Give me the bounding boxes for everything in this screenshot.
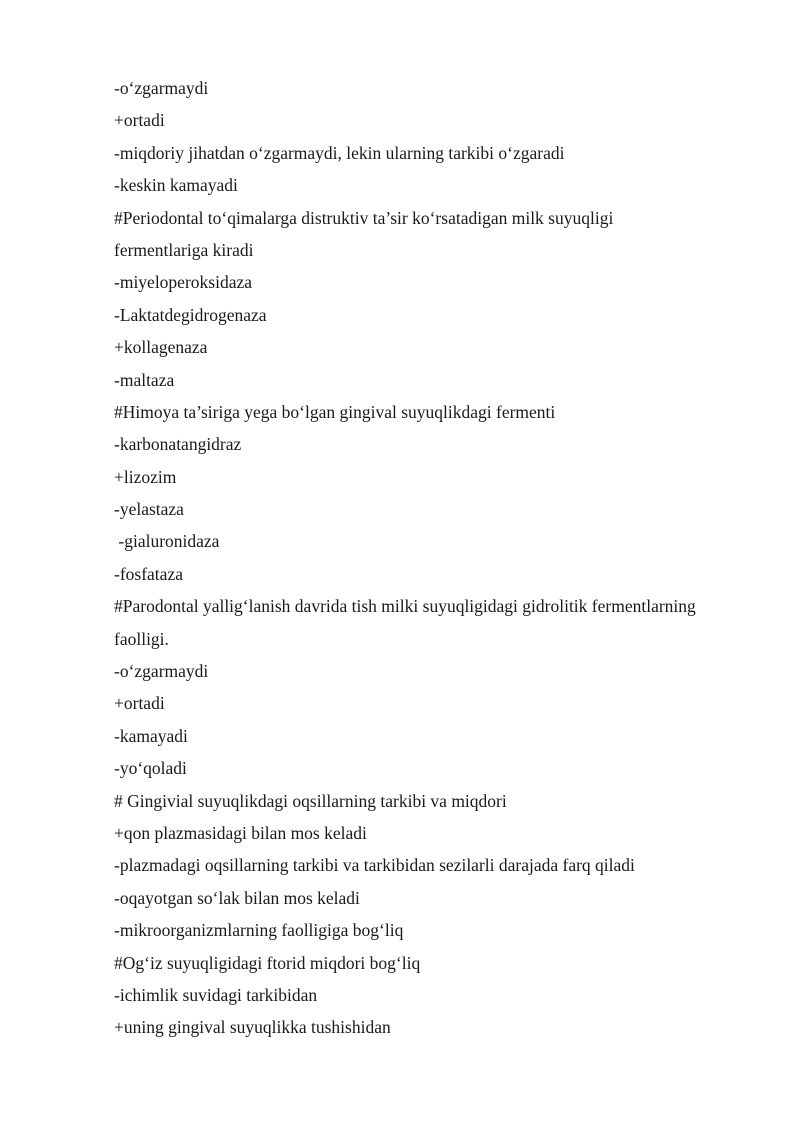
text-line: -o‘zgarmaydi (114, 661, 209, 682)
text-line: -kamayadi (114, 725, 188, 746)
text-line: -gialuronidaza (114, 531, 220, 552)
text-line: -ichimlik suvidagi tarkibidan (114, 984, 318, 1005)
text-line: faolligi. (114, 628, 169, 649)
text-line: -miqdoriy jihatdan o‘zgarmaydi, lekin ularning tarkibi o‘zgaradi (114, 142, 565, 163)
text-line: +kollagenaza (114, 337, 208, 358)
text-line: -o‘zgarmaydi (114, 78, 209, 98)
text-line: -oqayotgan so‘lak bilan mos keladi (114, 887, 360, 908)
text-line: #Parodontal yallig‘lanish davrida tish milki suyuqligidagi gidrolitik fermentlarning (114, 596, 696, 617)
document-text (114, 72, 754, 1044)
text-line: +qon plazmasidagi bilan mos keladi (114, 822, 367, 843)
text-line: -karbonatangidraz (114, 434, 242, 455)
text-line: -fosfataza (114, 563, 183, 584)
text-line: +ortadi (114, 693, 165, 714)
text-line: #Periodontal to‘qimalarga distruktiv ta’sir ko‘rsatadigan milk suyuqligi (114, 207, 614, 228)
text-line: +lizozim (114, 466, 177, 487)
text-line: # Gingivial suyuqlikdagi oqsillarning tarkibi va miqdori (114, 790, 507, 811)
text-line: -yelastaza (114, 499, 184, 520)
text-line: -Laktatdegidrogenaza (114, 304, 267, 325)
text-line: -keskin kamayadi (114, 175, 238, 196)
text-line: -maltaza (114, 369, 175, 390)
text-line: #Himoya ta’siriga yega bo‘lgan gingival suyuqlikdagi fermenti (114, 401, 556, 422)
text-line: -miyeloperoksidaza (114, 272, 253, 293)
text-line: +ortadi (114, 110, 165, 131)
text-line: #Og‘iz suyuqligidagi ftorid miqdori bog‘liq (114, 952, 421, 973)
text-line: -mikroorganizmlarning faolligiga bog‘liq (114, 920, 404, 941)
text-line: -yo‘qoladi (114, 758, 187, 779)
text-line: fermentlariga kiradi (114, 239, 254, 260)
text-line: -plazmadagi oqsillarning tarkibi va tarkibidan sezilarli darajada farq qiladi (114, 855, 635, 876)
text-line: +uning gingival suyuqlikka tushishidan (114, 1017, 391, 1038)
